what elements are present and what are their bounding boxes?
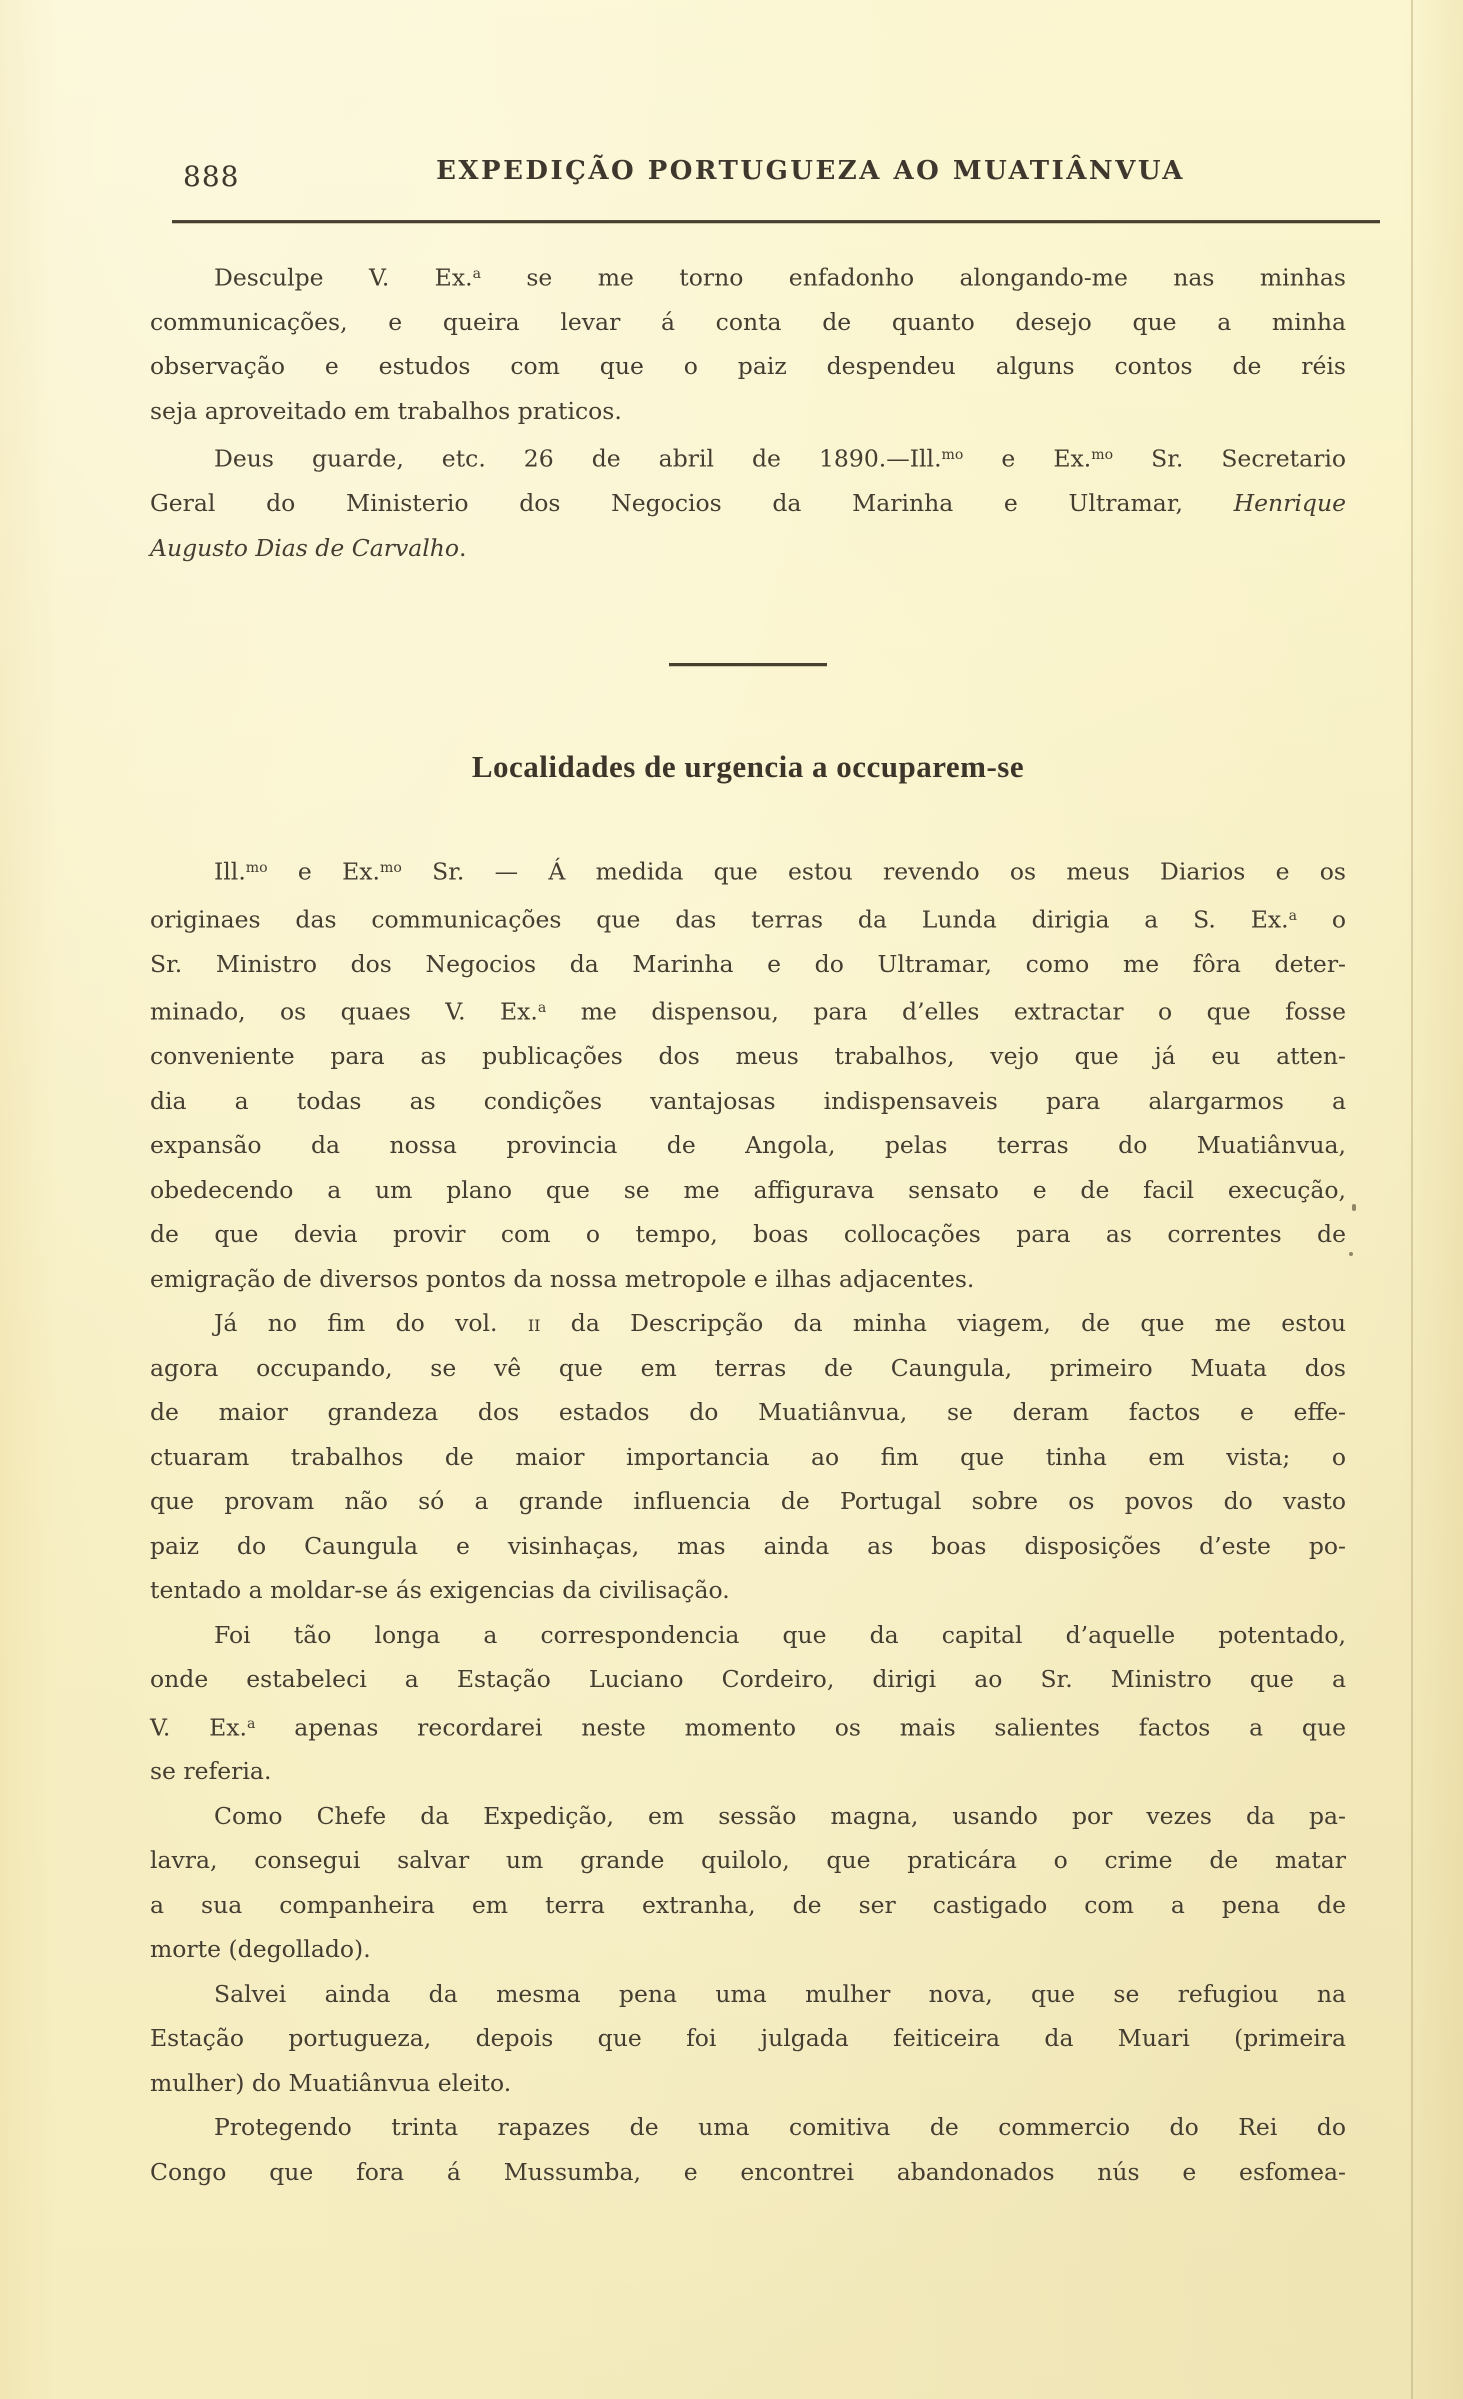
page-edge-shadow	[1411, 0, 1413, 2399]
section-divider-rule	[669, 663, 827, 666]
paragraph-5: Salvei ainda da mesma pena uma mulher nova, que se refugiou na Estação portugueza, depois que foi julgada feiticeira da Muari (primeira mulher) do Muatiânvua eleito.	[150, 1979, 1346, 2097]
paragraph-closing-1: Desculpe V. Ex.$^a$ se me torno enfadonho alongando-me nas minhas communicações, e queira levar á conta de quanto desejo que a minha observação e estudos com que o paiz despendeu alguns contos de réis seja aproveitado em trabalhos praticos.	[150, 263, 1346, 425]
paragraph-signature: Deus guarde, etc. 26 de abril de 1890.—Ill.$^{mo}$ e Ex.$^{mo}$ Sr. Secretario Geral do Ministerio dos Negocios da Marinha e Ultramar, Henrique Augusto Dias de Carvalho.	[150, 444, 1346, 562]
paragraph-2: Já no fim do vol. ii da Descripção da minha viagem, de que me estou agora occupando, se vê que em terras de Caungula, primeiro Muata dos de maior grandeza dos estados do Muatiânvua, se deram factos e effe- ctuaram trabalhos de maior importancia ao fim que tinha em vista; o que provam não só a grande influencia de Portugal sobre os povos do vasto paiz do Caungula e visinhaças, mas ainda as boas disposições d’este po- tentado a moldar-se ás exigencias da civilisação.	[150, 1309, 1346, 1605]
paragraph-3: Foi tão longa a correspondencia que da capital d’aquelle potentado, onde estabeleci a Estação Luciano Cordeiro, dirigi ao Sr. Ministro que a V. Ex.$^a$ apenas recordarei neste momento os mais salientes factos a que se referia.	[150, 1620, 1346, 1786]
running-head	[183, 156, 1378, 200]
header-rule	[172, 220, 1380, 223]
text-column	[150, 252, 1346, 2194]
paragraph-4: Como Chefe da Expedição, em sessão magna, usando por vezes da pa- lavra, consegui salvar um grande quilolo, que praticára o crime de matar a sua companheira em terra extranha, de ser castigado com a pena de morte (degollado).	[150, 1801, 1346, 1964]
running-title: EXPEDIÇÃO PORTUGUEZA AO MUATIÂNVUA	[436, 156, 1185, 186]
paragraph-1: Ill.$^{mo}$ e Ex.$^{mo}$ Sr. — Á medida que estou revendo os meus Diarios e os originaes das communicações que das terras da Lunda dirigia a S. Ex.$^a$ o Sr. Ministro dos Negocios da Marinha e do Ultramar, como me fôra deter- minado, os quaes V. Ex.$^a$ me dispensou, para d’elles extractar o que fosse conveniente para as publicações dos meus trabalhos, vejo que já eu atten- dia a todas as condições vantajosas indispensaveis para alargarmos a expansão da nossa provincia de Angola, pelas terras do Muatiânvua, obedecendo a um plano que se me affigurava sensato e de facil execução, de que devia provir com o tempo, boas collocações para as correntes de emigração de diversos pontos da nossa metropole e ilhas adjacentes.	[150, 857, 1346, 1293]
section-body	[150, 846, 1346, 2194]
ink-speck	[1352, 1204, 1356, 1211]
page-number: 888	[183, 160, 240, 193]
paragraph-6: Protegendo trinta rapazes de uma comitiva de commercio do Rei do Congo que fora á Mussumba, e encontrei abandonados nús e esfomea-	[150, 2113, 1346, 2186]
ink-speck	[1349, 1252, 1353, 1256]
section-heading: Localidades de urgencia a occuparem-se	[471, 749, 1025, 785]
